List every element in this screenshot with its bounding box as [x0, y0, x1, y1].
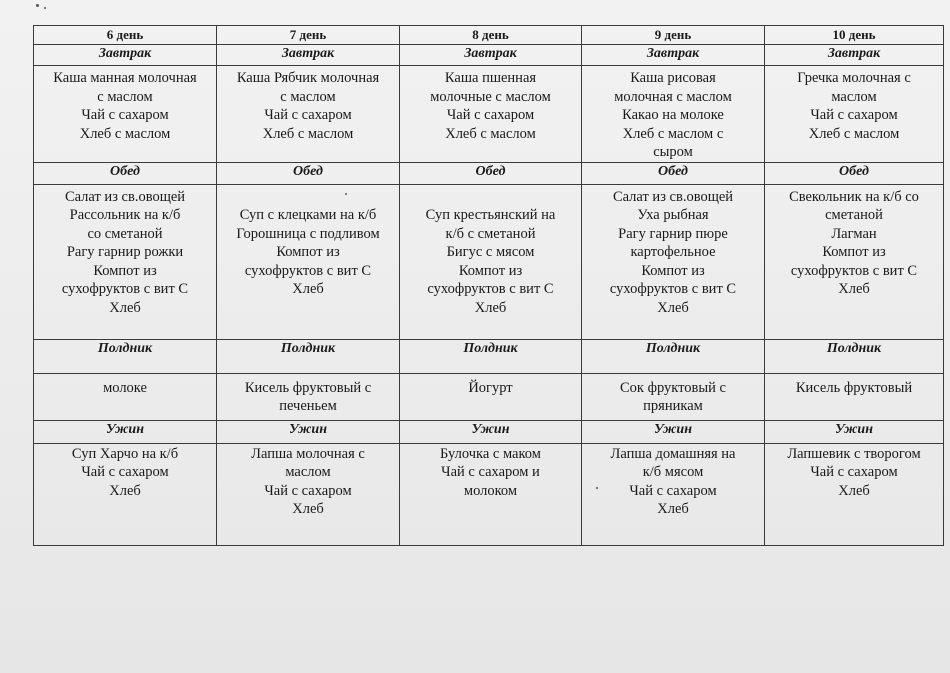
menu-item-line: сметаной — [825, 207, 883, 223]
dinner-label: Ужин — [217, 420, 400, 443]
menu-item-line: картофельное — [630, 244, 716, 260]
menu-item-line: Рассольник на к/б — [69, 207, 181, 223]
menu-item-line: Чай с сахаром — [810, 107, 898, 123]
menu-item-line: пряникам — [643, 398, 703, 414]
menu-item-line: Каша рисовая — [630, 70, 716, 86]
menu-item-line: Чай с сахаром — [446, 107, 535, 123]
menu-item-line: Чай с сахаром и — [441, 464, 540, 480]
dinner-cell-day-7 — [217, 443, 400, 545]
dinner-label: Ужин — [765, 420, 944, 443]
menu-item-line: Хлеб с маслом — [808, 125, 900, 142]
lunch-label: Обед — [582, 162, 765, 184]
menu-item-line: Рагу гарнир пюре — [618, 225, 728, 242]
menu-item-line: Суп с клецками на к/б — [239, 207, 377, 223]
menu-item-line: Чай с сахаром — [81, 107, 169, 123]
lunch-label: Обед — [765, 162, 944, 184]
lunch-header-row — [34, 162, 944, 184]
menu-item-line: с маслом — [280, 88, 336, 105]
menu-item-line: Лагман — [831, 225, 877, 242]
dinner-label: Ужин — [582, 420, 765, 443]
menu-item-line: Суп Харчо на к/б — [71, 445, 179, 462]
menu-item-line: маслом — [285, 464, 331, 480]
menu-item-line — [221, 188, 395, 207]
snack-label: Полдник — [34, 339, 217, 373]
snack-label: Полдник — [400, 339, 582, 373]
menu-item-line: Суп крестьянский на — [425, 207, 556, 223]
breakfast-label: Завтрак — [765, 45, 944, 66]
snack-label: Полдник — [582, 339, 765, 373]
breakfast-cell-day-10 — [765, 66, 944, 163]
snack-cell-day-10 — [765, 373, 944, 420]
menu-item-line: Хлеб — [109, 299, 141, 316]
menu-item-line: Кисель фруктовый с — [244, 379, 372, 396]
menu-item-line: к/б мясом — [642, 464, 704, 480]
menu-item-line: Компот из — [641, 262, 705, 279]
snack-cell-day-9 — [582, 373, 765, 420]
dinner-cell-day-9 — [582, 443, 765, 545]
scan-speck — [36, 4, 39, 7]
menu-item-line: Горошница с подливом — [236, 225, 380, 242]
breakfast-cell-day-9 — [582, 66, 765, 163]
day-header-row — [34, 26, 944, 45]
breakfast-cell-day-7 — [217, 66, 400, 163]
menu-item-line: сухофруктов с вит С — [427, 281, 554, 297]
dinner-label: Ужин — [34, 420, 217, 443]
breakfast-label: Завтрак — [34, 45, 217, 66]
day-header-6: 6 день — [34, 26, 217, 45]
menu-item-line: молочная с маслом — [614, 88, 732, 105]
menu-item-line: Булочка с маком — [440, 445, 541, 462]
breakfast-items-row — [34, 66, 944, 163]
menu-item-line: Какао на молоке — [622, 107, 724, 123]
dinner-cell-day-10 — [765, 443, 944, 545]
lunch-items-row — [34, 184, 944, 339]
menu-item-line: Хлеб с маслом — [445, 125, 536, 142]
snack-header-row — [34, 339, 944, 373]
lunch-cell-day-6 — [34, 184, 217, 339]
menu-item-line: Чай с сахаром — [264, 107, 352, 123]
snack-cell-day-7 — [217, 373, 400, 420]
menu-item-line: сухофруктов с вит С — [790, 262, 918, 279]
menu-item-line: Хлеб с маслом с — [622, 125, 724, 142]
lunch-cell-day-7 — [217, 184, 400, 339]
snack-items-row — [34, 373, 944, 420]
menu-item-line: Компот из — [458, 262, 523, 279]
menu-item-line: Свекольник на к/б со — [789, 188, 919, 205]
menu-item-line: Компот из — [93, 262, 157, 279]
menu-item-line: Хлеб — [292, 501, 324, 517]
breakfast-label: Завтрак — [400, 45, 582, 66]
lunch-label: Обед — [217, 162, 400, 184]
snack-cell-day-8 — [400, 373, 582, 420]
menu-item-line: к/б с сметаной — [445, 225, 536, 242]
menu-item-line: Чай с сахаром — [810, 464, 898, 480]
menu-table — [33, 25, 944, 546]
dinner-cell-day-6 — [34, 443, 217, 545]
scan-speck — [44, 7, 46, 9]
lunch-label: Обед — [400, 162, 582, 184]
day-header-9: 9 день — [582, 26, 765, 45]
snack-cell-day-6 — [34, 373, 217, 420]
menu-item-line: Хлеб — [474, 299, 507, 316]
menu-item-line — [404, 188, 577, 207]
menu-item-line: Каша манная молочная — [53, 70, 197, 86]
menu-item-line: сухофруктов с вит С — [61, 281, 189, 297]
lunch-label: Обед — [34, 162, 217, 184]
menu-item-line: Хлеб — [657, 501, 689, 517]
menu-item-line: сухофруктов с вит С — [244, 262, 372, 279]
dinner-header-row — [34, 420, 944, 443]
menu-item-line: Лапша домашняя на — [610, 445, 736, 462]
menu-item-line: Лапша молочная с — [251, 445, 365, 462]
breakfast-cell-day-6 — [34, 66, 217, 163]
day-header-8: 8 день — [400, 26, 582, 45]
breakfast-header-row — [34, 45, 944, 66]
menu-item-line: Компот из — [822, 244, 886, 260]
menu-item-line: печеньем — [279, 398, 337, 414]
menu-item-line: Сок фруктовый с — [620, 379, 726, 396]
lunch-cell-day-9 — [582, 184, 765, 339]
menu-item-line: Чай с сахаром — [629, 482, 717, 499]
menu-item-line: со сметаной — [87, 225, 163, 242]
menu-item-line: Каша пшенная — [444, 70, 537, 86]
menu-item-line: Хлеб с маслом — [262, 125, 354, 142]
menu-item-line: молоке — [103, 379, 147, 396]
menu-item-line: молочные с маслом — [430, 88, 551, 105]
day-header-7: 7 день — [217, 26, 400, 45]
menu-item-line: сыром — [653, 144, 693, 160]
snack-label: Полдник — [765, 339, 944, 373]
menu-item-line: Хлеб — [838, 482, 870, 499]
menu-item-line: Чай с сахаром — [264, 482, 352, 499]
dinner-label: Ужин — [400, 420, 582, 443]
menu-item-line: Каша Рябчик молочная — [236, 70, 380, 86]
menu-item-line: с маслом — [97, 88, 153, 105]
menu-table-body — [34, 26, 944, 546]
menu-item-line: Гречка молочная с — [797, 70, 911, 86]
breakfast-label: Завтрак — [582, 45, 765, 66]
breakfast-cell-day-8 — [400, 66, 582, 163]
menu-item-line: Хлеб с маслом — [79, 125, 171, 142]
menu-item-line: Салат из св.овощей — [64, 188, 186, 205]
day-header-10: 10 день — [765, 26, 944, 45]
menu-item-line: Рагу гарнир рожки — [66, 244, 184, 260]
menu-item-line: Компот из — [276, 244, 340, 260]
menu-item-line: Кисель фруктовый — [795, 379, 913, 396]
menu-item-line: молоком — [463, 482, 518, 499]
menu-item-line: Лапшевик с творогом — [787, 445, 921, 462]
breakfast-label: Завтрак — [217, 45, 400, 66]
menu-item-line: Бигус с мясом — [446, 244, 535, 260]
dinner-items-row — [34, 443, 944, 545]
menu-item-line: Хлеб — [657, 299, 689, 316]
menu-item-line: Уха рыбная — [637, 207, 709, 223]
menu-item-line: сухофруктов с вит С — [609, 281, 737, 297]
menu-item-line: Хлеб — [292, 281, 324, 297]
lunch-cell-day-10 — [765, 184, 944, 339]
menu-item-line: Йогурт — [468, 379, 513, 396]
dinner-cell-day-8 — [400, 443, 582, 545]
menu-item-line: маслом — [831, 88, 877, 105]
lunch-cell-day-8 — [400, 184, 582, 339]
menu-item-line: Хлеб — [109, 482, 141, 499]
menu-item-line: Хлеб — [838, 281, 870, 297]
menu-item-line: Чай с сахаром — [81, 464, 169, 480]
menu-item-line: Салат из св.овощей — [612, 188, 734, 205]
snack-label: Полдник — [217, 339, 400, 373]
